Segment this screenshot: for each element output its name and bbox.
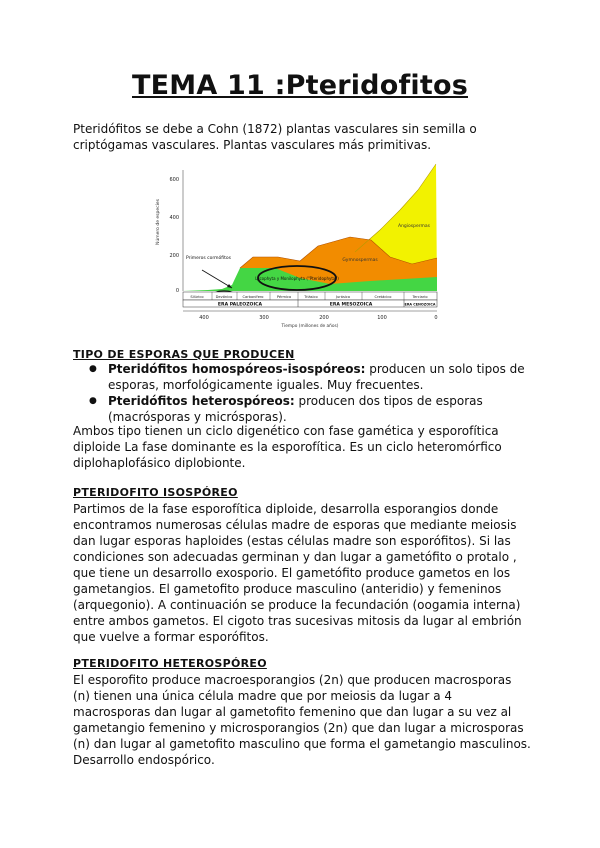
era-label: ERA MESOZOICA: [329, 302, 373, 308]
x-tick: 400: [199, 315, 209, 321]
section-heading: PTERIDOFITO HETEROSPÓREO: [73, 657, 267, 670]
period-label: Cretácico: [374, 295, 392, 299]
x-tick: 300: [259, 315, 269, 321]
section-heading: TIPO DE ESPORAS QUE PRODUCEN: [73, 348, 295, 361]
era-label: ERA CENOZOICA: [404, 302, 436, 307]
cycle-paragraph: Ambos tipo tienen un ciclo digenético con fase gamética y esporofítica diploide La fase dominante es la esporofítica. Es un ciclo heteromórfico diplohaplofásico diplobionte.: [73, 424, 502, 470]
x-tick: 0: [434, 315, 438, 321]
list-item: ● Pteridófitos heterospóreos: producen dos tipos de esporas (macrósporas y micrósporas).: [73, 393, 531, 425]
era-label: ERA PALEOZOICA: [217, 302, 263, 308]
y-tick: 200: [169, 253, 179, 259]
page-title: TEMA 11 :Pteridofitos: [132, 70, 468, 101]
x-tick: 200: [319, 315, 329, 321]
plant-diversity-figure: [150, 160, 450, 332]
period-label: Devónico: [215, 295, 233, 299]
angiosperm-label: Angiospermas: [397, 224, 431, 229]
period-label: Carbonífero: [242, 295, 264, 299]
period-label: Triásico: [304, 295, 318, 299]
spore-types-list: [73, 361, 531, 425]
y-tick: 400: [169, 215, 179, 221]
period-label: Jurásico: [335, 295, 351, 299]
x-axis-label: Tiempo (millones de años): [281, 324, 339, 329]
primeros-arrow: [202, 270, 232, 288]
heterospore-paragraph: El esporofito produce macroesporangios (2n) que producen macrosporas (n) tienen una única célula madre que por meiosis da lugar a 4 macrosporas dan lugar al gametofito femenino que dan lugar a su vez al gametangio femenino y microsporangios (2n) que dan lugar a microsporas (n) dan lugar al gametofito masculino que forma el gametangio masculinos. Desarrollo endospórico.: [73, 673, 531, 767]
intro-paragraph: Pteridófitos se debe a Cohn (1872) plantas vasculares sin semilla o criptógamas vasculares. Plantas vasculares más primitivas.: [73, 122, 477, 152]
period-label: Pérmico: [276, 295, 292, 299]
y-tick: 600: [169, 177, 179, 183]
gymnosperm-label: Gymnospermas: [342, 258, 378, 263]
y-axis-label: Número de especies: [156, 199, 161, 245]
y-tick: 0: [175, 288, 179, 294]
primeros-label: Primeros cormófitos: [186, 256, 231, 261]
isospore-paragraph: Partimos de la fase esporofítica diploide, desarrolla esporangios donde encontramos numerosas células madre de esporas que mediante meiosis dan lugar esporas haploides (estas células madre son esporófitos). Si las condiciones son adecuadas germinan y dan lugar a gametófito o protalo , que tiene un desarrollo exosporio. El gametófito produce gametos en los gametangios. El gametofito produce masculino (anteridio) y femeninos (arquegonio). A continuación se produce la fecundación (oogamia interna) entre ambos gametos. El cigoto tras sucesivas mitosis da lugar al embrión que vuelve a formar esporófitos.: [73, 502, 522, 644]
period-label: Silúrico: [190, 295, 204, 299]
pteridophyta-label: Lycophyta y Monilophyta ("Pteridophyta"): [255, 276, 339, 281]
section-heading: PTERIDOFITO ISOSPÓREO: [73, 486, 238, 499]
x-tick: 100: [377, 315, 387, 321]
period-label: Terciario: [412, 295, 428, 299]
list-item: ● Pteridófitos homospóreos-isospóreos: producen un solo tipos de esporas, morfológicamente iguales. Muy frecuentes.: [73, 361, 531, 393]
